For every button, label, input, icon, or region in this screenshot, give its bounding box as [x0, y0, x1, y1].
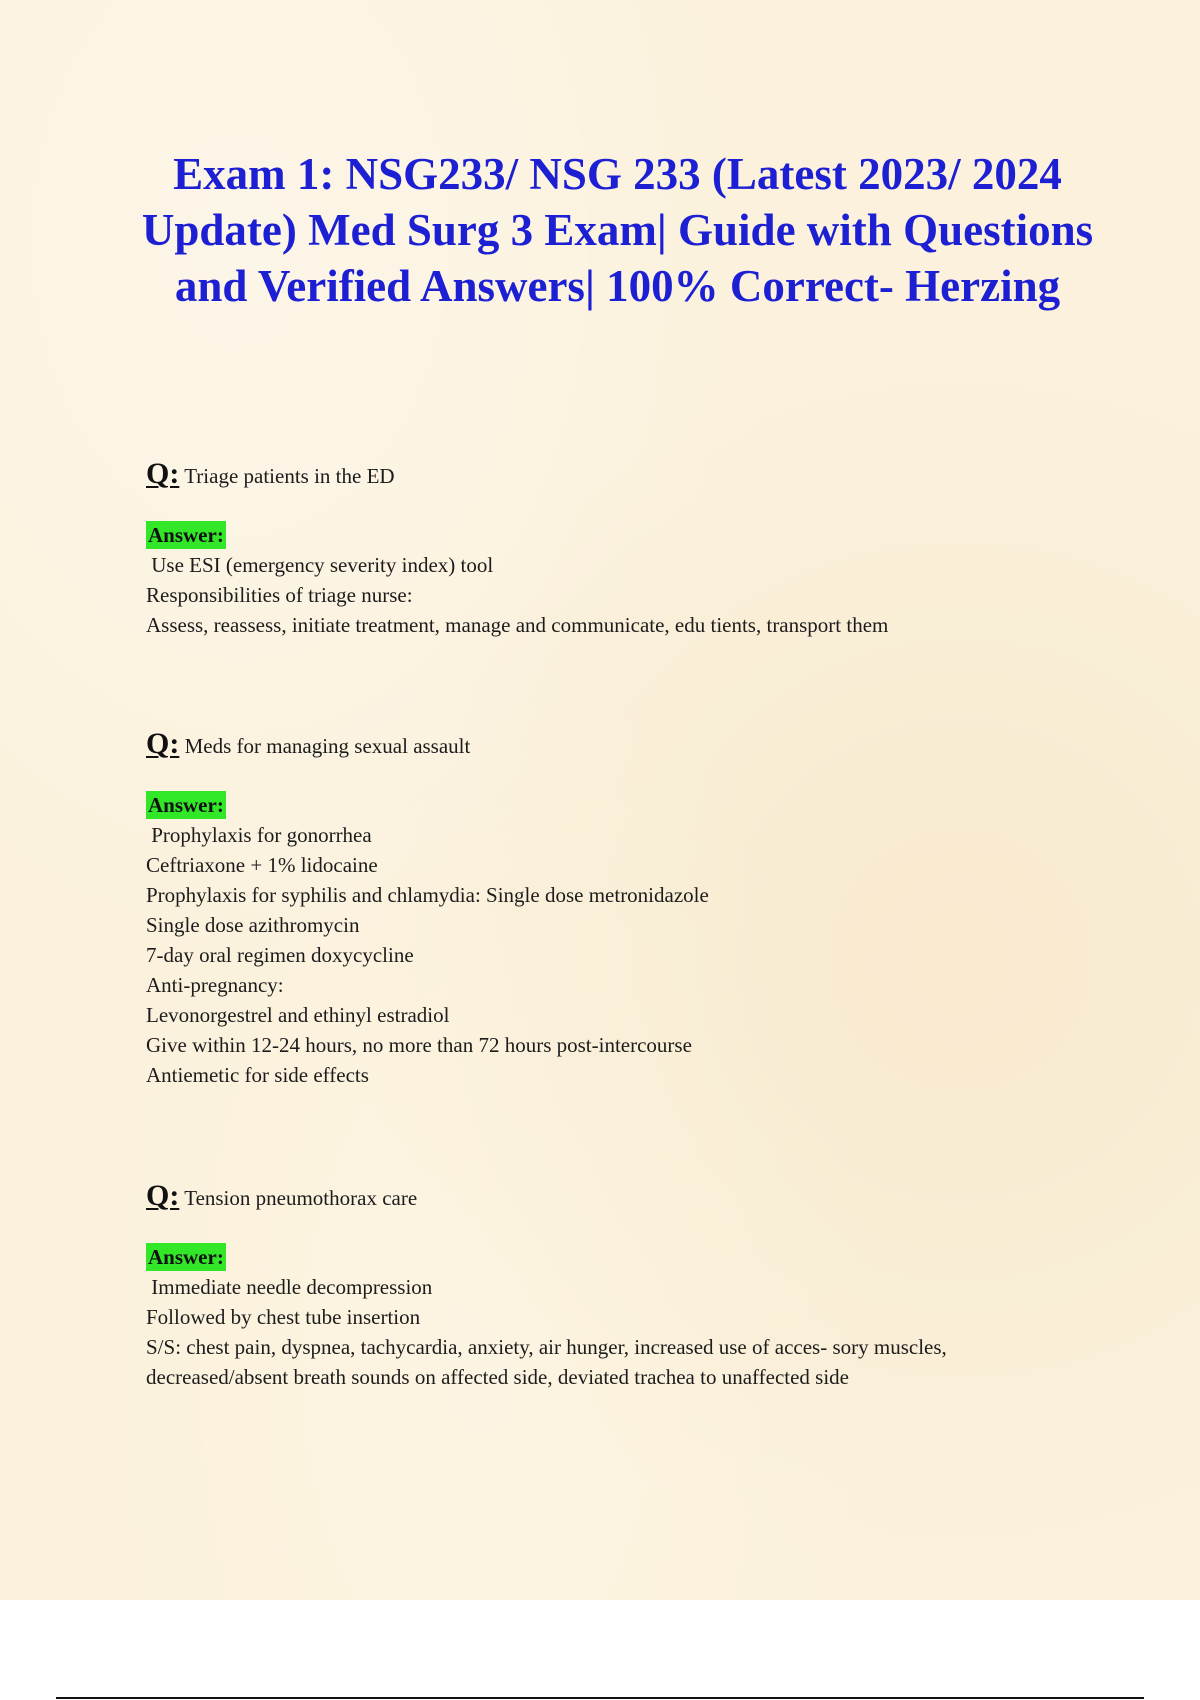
- answer-line: 7-day oral regimen doxycycline: [146, 943, 414, 967]
- document-title: Exam 1: NSG233/ NSG 233 (Latest 2023/ 2024 Update) Med Surg 3 Exam| Guide with Questions and Verified Answers| 100% Correct- Herzing: [141, 149, 1094, 311]
- answer-label: Answer:: [148, 523, 224, 547]
- answer-line: Prophylaxis for gonorrhea: [146, 823, 372, 847]
- question-text: Tension pneumothorax care: [184, 1186, 418, 1210]
- answer-line: Ceftriaxone + 1% lidocaine: [146, 853, 378, 877]
- question-marker: Q:: [146, 727, 180, 760]
- question-line: [146, 1181, 1086, 1211]
- answer-label: Answer:: [148, 1245, 224, 1269]
- answer-line: Followed by chest tube insertion: [146, 1305, 421, 1329]
- answer-line: Antiemetic for side effects: [146, 1063, 369, 1087]
- question-marker: Q:: [146, 457, 180, 490]
- answer-line: Anti-pregnancy:: [146, 973, 284, 997]
- answer-label: Answer:: [148, 793, 224, 817]
- answer-line: Levonorgestrel and ethinyl estradiol: [146, 1003, 450, 1027]
- qa-item: [146, 1181, 1086, 1392]
- answer-line: decreased/absent breath sounds on affected side, deviated trachea to unaffected side: [146, 1365, 849, 1389]
- question-line: [146, 459, 1086, 489]
- answer-line: S/S: chest pain, dyspnea, tachycardia, anxiety, air hunger, increased use of acces- sory muscles,: [146, 1335, 947, 1359]
- answer-body: [146, 1272, 1086, 1392]
- answer-line: Use ESI (emergency severity index) tool: [146, 553, 494, 577]
- answer-line: Immediate needle decompression: [146, 1275, 433, 1299]
- answer-line: Give within 12-24 hours, no more than 72 hours post-intercourse: [146, 1033, 692, 1057]
- answer-line: Single dose azithromycin: [146, 913, 360, 937]
- answer-body: [146, 550, 1086, 640]
- answer-line: Responsibilities of triage nurse:: [146, 583, 413, 607]
- question-marker: Q:: [146, 1179, 180, 1212]
- qa-item: [146, 729, 1086, 1090]
- answer-line: Assess, reassess, initiate treatment, manage and communicate, edu tients, transport them: [146, 613, 889, 637]
- question-text: Meds for managing sexual assault: [184, 734, 471, 758]
- answer-line: Prophylaxis for syphilis and chlamydia: Single dose metronidazole: [146, 883, 709, 907]
- question-line: [146, 729, 1086, 759]
- qa-item: [146, 459, 1086, 640]
- answer-body: [146, 820, 1086, 1090]
- question-text: Triage patients in the ED: [184, 464, 395, 488]
- footer-divider: [56, 1697, 1144, 1699]
